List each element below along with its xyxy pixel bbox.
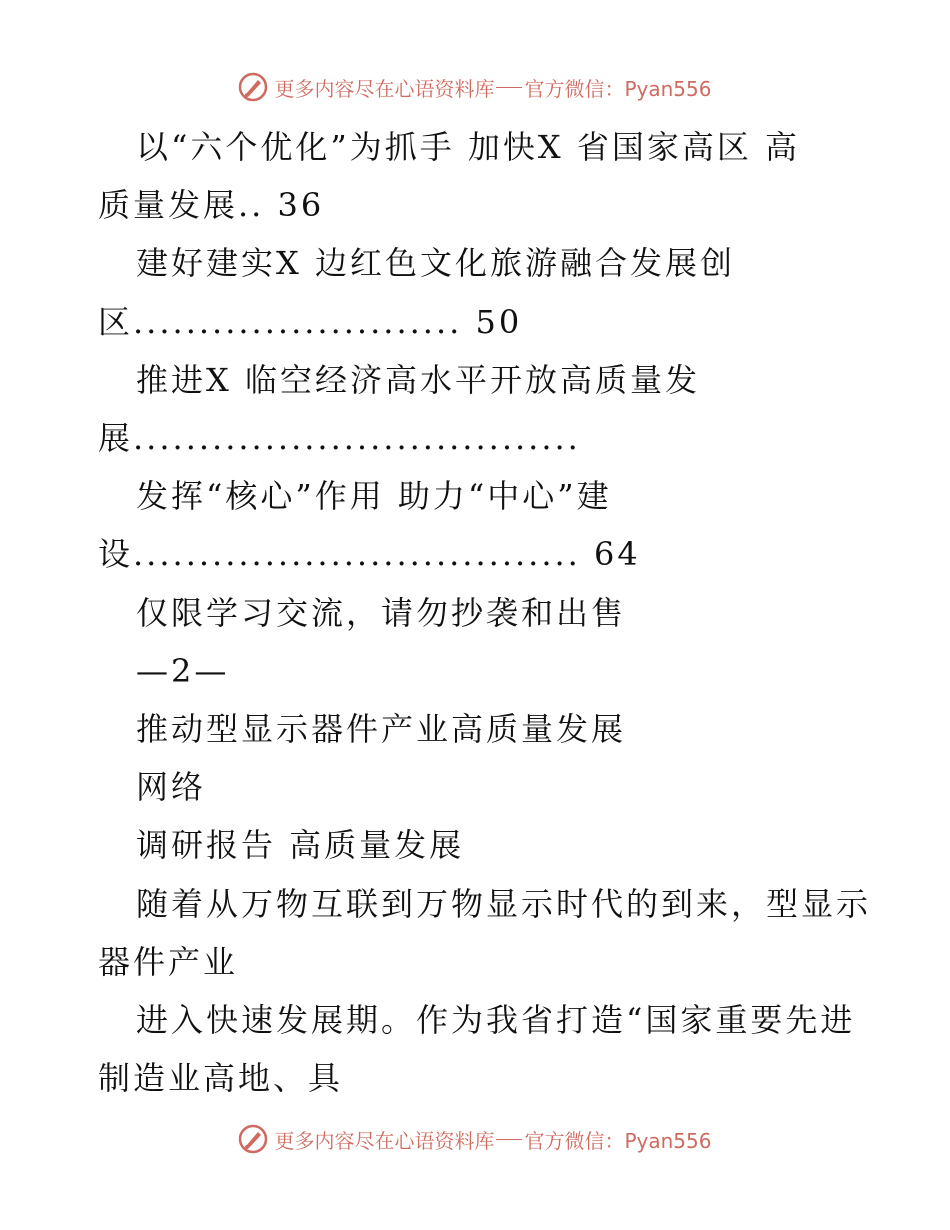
source-label: 网络: [136, 768, 207, 807]
watermark-site-text: 更多内容尽在心语资料库: [274, 1128, 495, 1153]
document-body: [98, 118, 878, 1107]
header-watermark: [0, 72, 950, 102]
text-line-1: 以“六个优化”为抓手 加快X 省国家高区 高: [136, 128, 801, 166]
text-line-8: 设.................................. 64: [98, 535, 641, 574]
paragraph-line-2: 器件产业: [98, 942, 239, 981]
text-line-7: 发挥“核心”作用 助力“中心”建: [136, 477, 612, 516]
pen-logo-icon: [238, 1124, 268, 1154]
watermark-dash: [496, 87, 522, 88]
watermark-site-text: 更多内容尽在心语资料库: [274, 76, 495, 101]
page-number-line: —2—: [136, 651, 230, 690]
watermark-dash: [496, 1139, 522, 1140]
text-line-4: 区......................... 50: [98, 302, 523, 341]
paragraph-line-4: 制造业高地、具: [98, 1059, 344, 1098]
text-line-6: 展..................................: [98, 419, 581, 458]
paragraph-line-3: 进入快速发展期。作为我省打造“国家重要先进: [136, 1001, 856, 1040]
paragraph-line-1: 随着从万物互联到万物显示时代的到来，型显示: [136, 884, 872, 923]
watermark-wechat-text: 官方微信：Pyan556: [524, 1128, 712, 1153]
text-line-3: 建好建实X 边红色文化旅游融合发展创: [136, 244, 735, 283]
footer-watermark: [0, 1124, 950, 1154]
text-line-9: 仅限学习交流，请勿抄袭和出售: [136, 593, 627, 632]
watermark-wechat-text: 官方微信：Pyan556: [524, 76, 712, 101]
section-title: 推动型显示器件产业高质量发展: [136, 710, 627, 749]
category-label: 调研报告 高质量发展: [136, 826, 465, 865]
pen-logo-icon: [238, 72, 268, 102]
text-line-2: 质量发展.. 36: [98, 186, 325, 225]
text-line-5: 推进X 临空经济高水平开放高质量发: [136, 360, 700, 399]
